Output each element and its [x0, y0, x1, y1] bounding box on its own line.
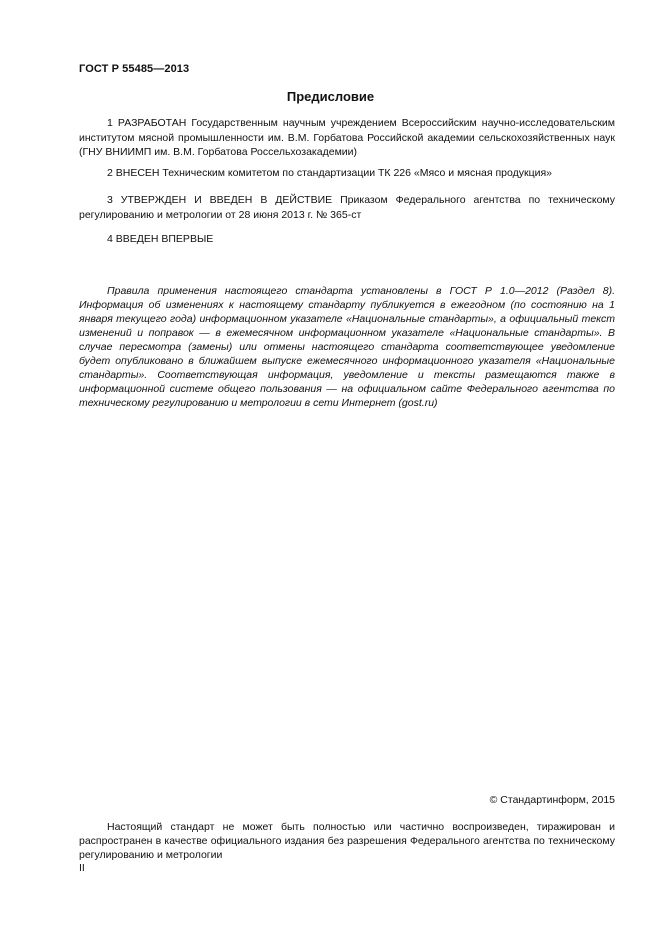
foreword-item-4: 4 ВВЕДЕН ВПЕРВЫЕ: [107, 233, 214, 245]
page-number: II: [79, 862, 85, 874]
copyright-line: © Стандартинформ, 2015: [489, 794, 615, 806]
foreword-item-3: 3 УТВЕРЖДЕН И ВВЕДЕН В ДЕЙСТВИЕ Приказом Федерального агентства по техническому регулированию и метрологии от 28 июня 2013 г. № 365-ст: [79, 194, 615, 221]
standard-code: ГОСТ Р 55485—2013: [79, 63, 190, 75]
foreword-item-2: 2 ВНЕСЕН Техническим комитетом по стандартизации ТК 226 «Мясо и мясная продукция»: [107, 167, 552, 179]
page-title: Предисловие: [286, 89, 375, 104]
foreword-item-1: 1 РАЗРАБОТАН Государственным научным учреждением Всероссийским научно-исследовательским институтом мясной промышленности им. В.М. Горбатова Российской академии сельскохозяйственных наук (ГНУ ВНИИМП им. В.М. Горбатова Россельхозакадемии): [79, 117, 615, 158]
application-rules-notice: Правила применения настоящего стандарта установлены в ГОСТ Р 1.0—2012 (Раздел 8). Информация об изменениях к настоящему стандарту публикуется в ежегодном (по состоянию на 1 января текущего года) информационном указателе «Национальные стандарты», а официальный текст изменений и поправок — в ежемесячном информационном указателе «Национальные стандарты». В случае пересмотра (замены) или отмены настоящего стандарта соответствующее уведомление будет опубликовано в ближайшем выпуске ежемесячного информационного указателя «Национальные стандарты». Соответствующая информация, уведомление и тексты размещаются также в информационной системе общего пользования — на официальном сайте Федерального агентства по техническому регулированию и метрологии в сети Интернет (gost.ru): [79, 285, 615, 409]
reprint-restriction-notice: Настоящий стандарт не может быть полностью или частично воспроизведен, тиражирован и распространен в качестве официального издания без разрешения Федерального агентства по техническому регулированию и метрологии: [79, 821, 615, 861]
